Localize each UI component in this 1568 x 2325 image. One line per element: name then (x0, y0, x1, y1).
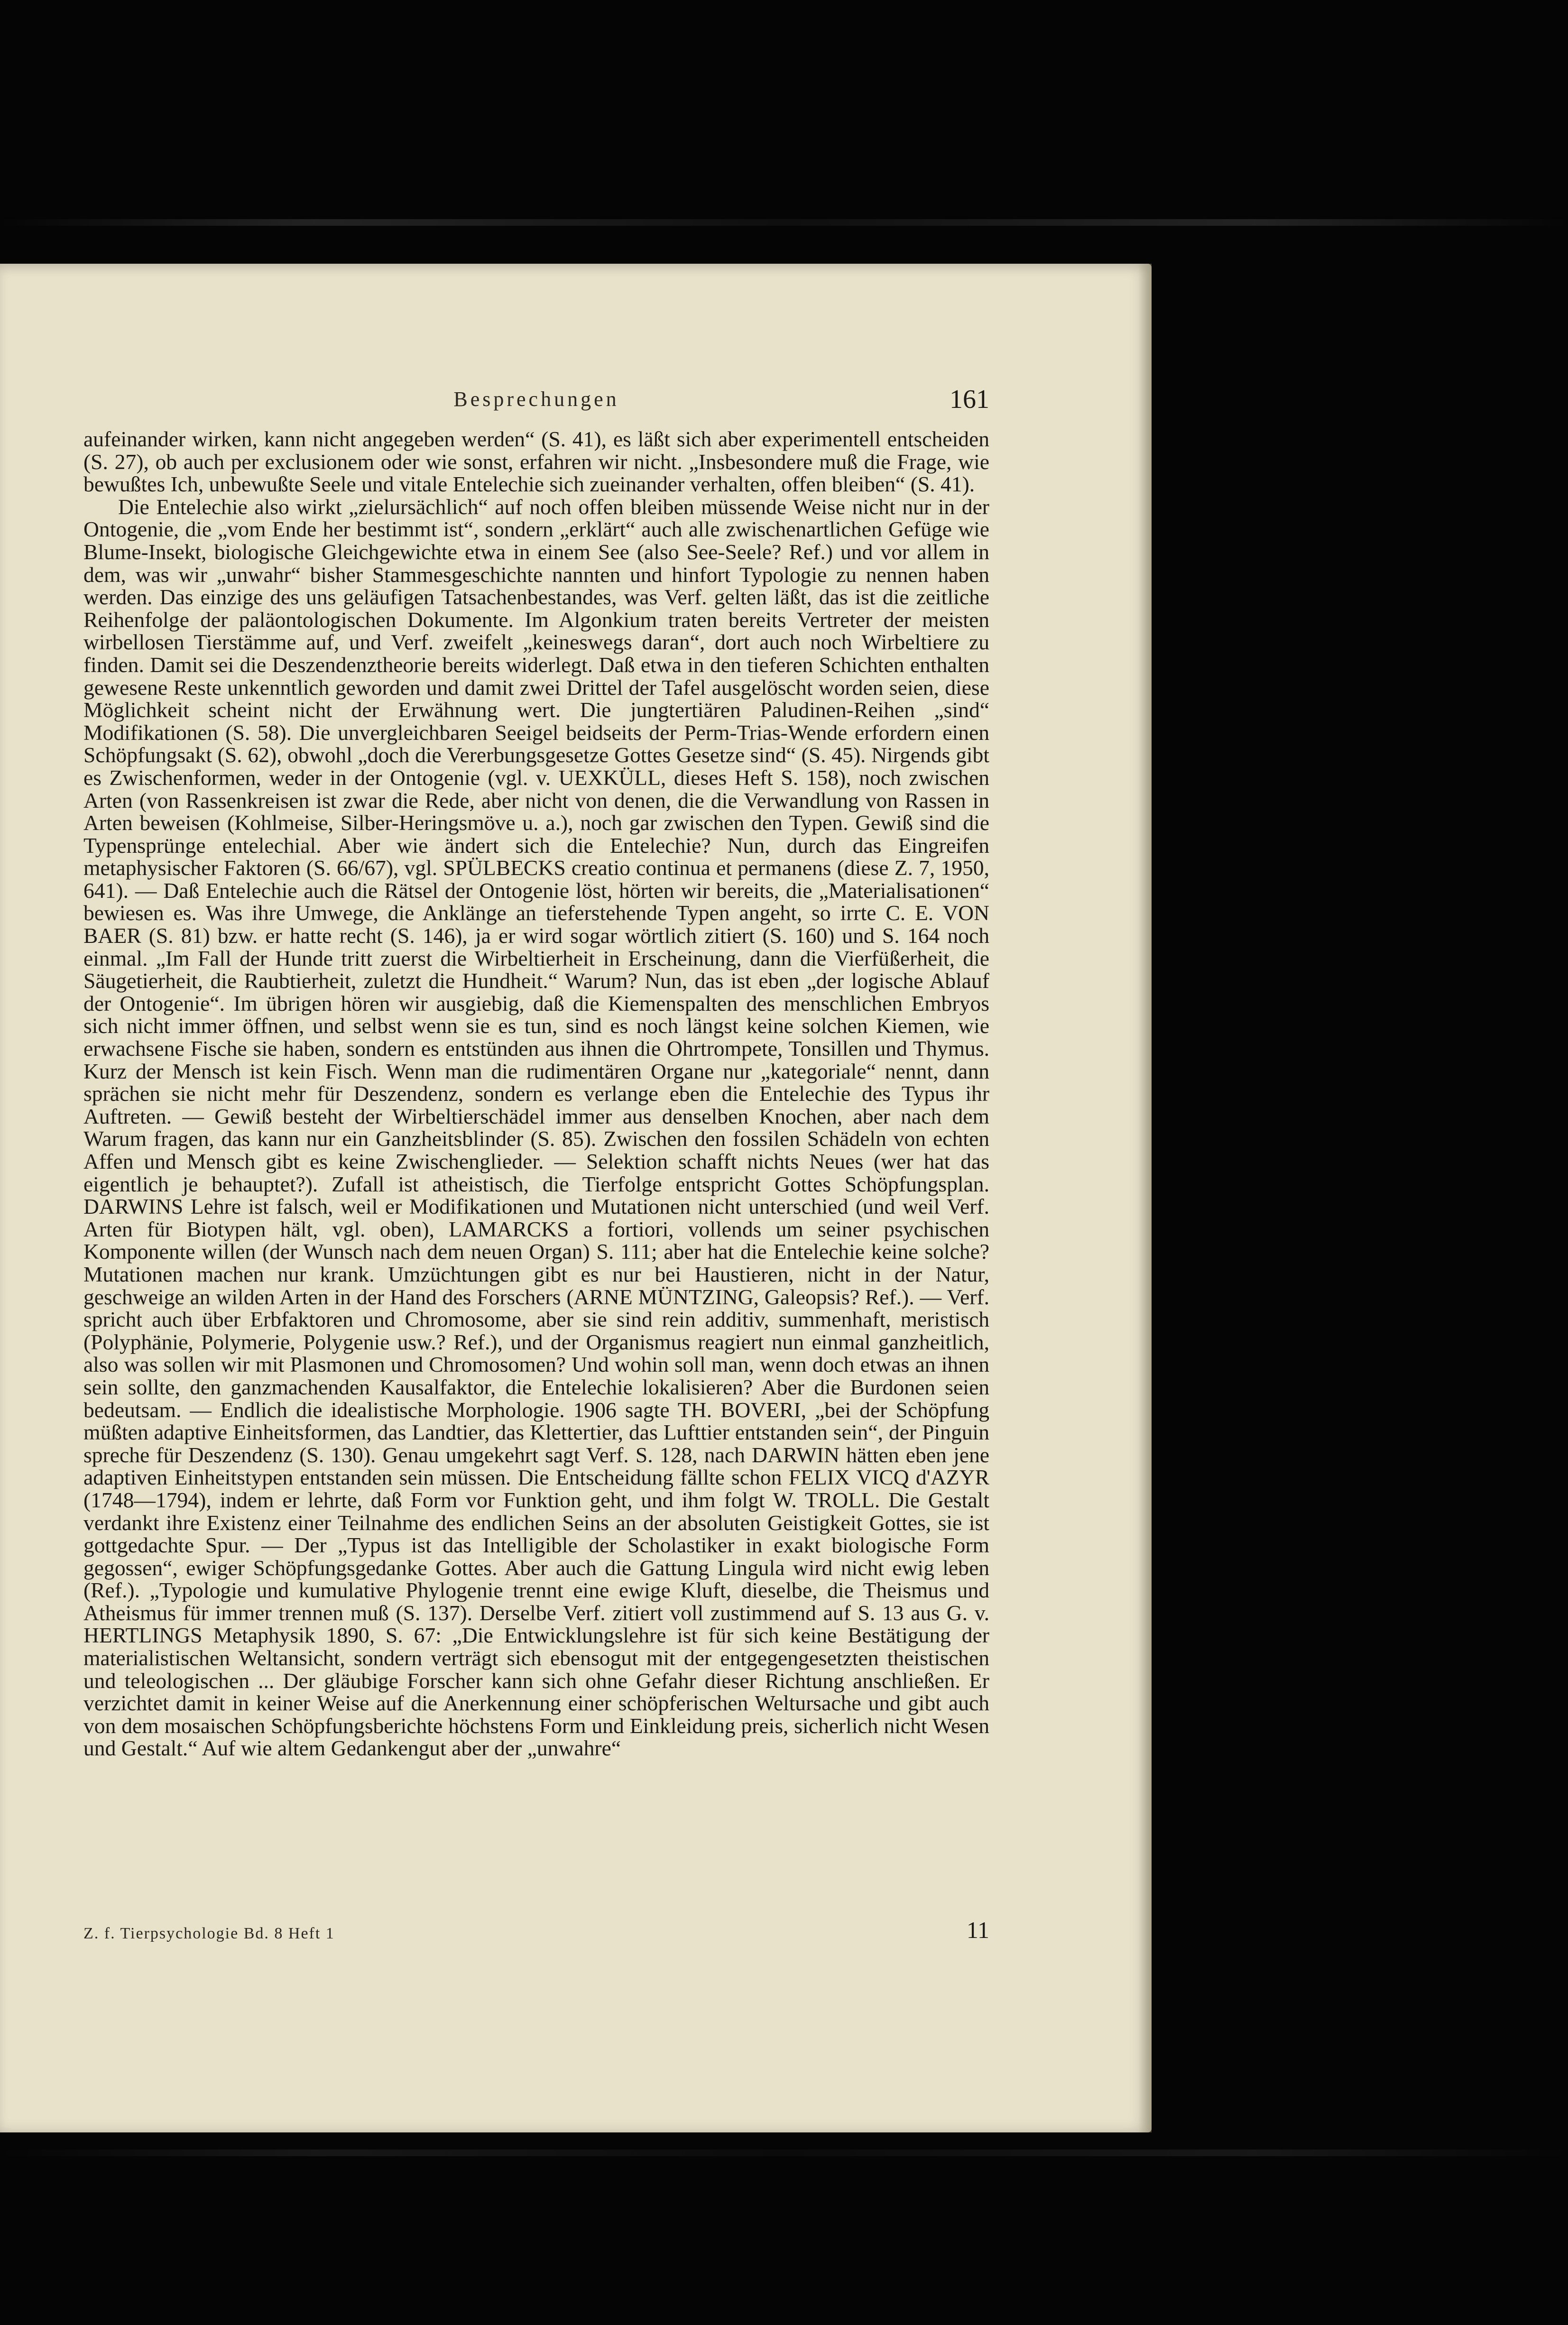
paragraph: Die Entelechie also wirkt „zielursächlich“ auf noch offen bleiben müssende Weise nicht nur in der Ontogenie, die „vom Ende her bestimmt ist“, sondern „erklärt“ auch alle zwischenartlichen Gefüge wie Blume-Insekt, biologische Gleichgewichte etwa in einem See (also See-Seele? Ref.) und vor allem in dem, was wir „unwahr“ bisher Stammesgeschichte nannten und hinfort Typologie zu nennen haben werden. Das einzige des uns geläufigen Tatsachenbestandes, was Verf. gelten läßt, das ist die zeitliche Reihenfolge der paläontologischen Dokumente. Im Algonkium traten bereits Vertreter der meisten wirbellosen Tierstämme auf, und Verf. zweifelt „keineswegs daran“, dort auch noch Wirbeltiere zu finden. Damit sei die Deszendenztheorie bereits widerlegt. Daß etwa in den tieferen Schichten enthalten gewesene Reste unkenntlich geworden und damit zwei Drittel der Tafel ausgelöscht worden seien, diese Möglichkeit scheint nicht der Erwähnung wert. Die jungtertiären Paludinen-Reihen „sind“ Modifikationen (S. 58). Die unvergleichbaren Seeigel beidseits der Perm-Trias-Wende erfordern einen Schöpfungsakt (S. 62), obwohl „doch die Vererbungsgesetze Gottes Gesetze sind“ (S. 45). Nirgends gibt es Zwischenformen, weder in der Ontogenie (vgl. v. UEXKÜLL, dieses Heft S. 158), noch zwischen Arten (von Rassenkreisen ist zwar die Rede, aber nicht von denen, die die Verwandlung von Rassen in Arten beweisen (Kohlmeise, Silber-Heringsmöve u. a.), noch gar zwischen den Typen. Gewiß sind die Typensprünge entelechial. Aber wie ändert sich die Entelechie? Nun, durch das Eingreifen metaphysischer Faktoren (S. 66/67), vgl. SPÜLBECKS creatio continua et permanens (diese Z. 7, 1950, 641). — Daß Entelechie auch die Rätsel der Ontogenie löst, hörten wir bereits, die „Materialisationen“ bewiesen es. Was ihre Umwege, die Anklänge an tieferstehende Typen angeht, so irrte C. E. VON BAER (S. 81) bzw. er hatte recht (S. 146), ja er wird sogar wörtlich zitiert (S. 160) und S. 164 noch einmal. „Im Fall der Hunde tritt zuerst die Wirbeltierheit in Erscheinung, dann die Vierfüßerheit, die Säugetierheit, die Raubtierheit, zuletzt die Hundheit.“ Warum? Nun, das ist eben „der logische Ablauf der Ontogenie“. Im übrigen hören wir ausgiebig, daß die Kiemenspalten des menschlichen Embryos sich nicht immer öffnen, und selbst wenn sie es tun, sind es noch längst keine solchen Kiemen, wie erwachsene Fische sie haben, sondern es entstünden aus ihnen die Ohrtrompete, Tonsillen und Thymus. Kurz der Mensch ist kein Fisch. Wenn man die rudimentären Organe nur „kategoriale“ nennt, dann sprächen sie nicht mehr für Deszendenz, sondern es verlange eben die Entelechie des Typus ihr Auftreten. — Gewiß besteht der Wirbeltierschädel immer aus denselben Knochen, aber nach dem Warum fragen, das kann nur ein Ganzheitsblinder (S. 85). Zwischen den fossilen Schädeln von echten Affen und Mensch gibt es keine Zwischenglieder. — Selektion schafft nichts Neues (wer hat das eigentlich je behauptet?). Zufall ist atheistisch, die Tierfolge entspricht Gottes Schöpfungsplan. DARWINS Lehre ist falsch, weil er Modifikationen und Mutationen nicht unterschied (und weil Verf. Arten für Biotypen hält, vgl. oben), LAMARCKS a fortiori, vollends um seiner psychischen Komponente willen (der Wunsch nach dem neuen Organ) S. 111; aber hat die Entelechie keine solche? Mutationen machen nur krank. Umzüchtungen gibt es nur bei Haustieren, nicht in der Natur, geschweige an wilden Arten in der Hand des Forschers (ARNE MÜNTZING, Galeopsis? Ref.). — Verf. spricht auch über Erbfaktoren und Chromosome, aber sie sind rein additiv, summenhaft, meristisch (Polyphänie, Polymerie, Polygenie usw.? Ref.), und der Organismus reagiert nun einmal ganzheitlich, also was sollen wir mit Plasmonen und Chromosomen? Und wohin soll man, wenn doch etwas an ihnen sein sollte, den ganzmachenden Kausalfaktor, die Entelechie lokalisieren? Aber die Burdonen seien bedeutsam. — Endlich die idealistische Morphologie. 1906 sagte TH. BOVERI, „bei der Schöpfung müßten adaptive Einheitsformen, das Landtier, das Klettertier, das Lufttier entstanden sein“, der Pinguin spreche für Deszendenz (S. 130). Genau umgekehrt sagt Verf. S. 128, nach DARWIN hätten eben jene adaptiven Einheitstypen entstanden sein müssen. Die Entscheidung fällte schon FELIX VICQ d'AZYR (1748—1794), indem er lehrte, daß Form vor Funktion geht, und ihm folgt W. TROLL. Die Gestalt verdankt ihre Existenz einer Teilnahme des endlichen Seins an der absoluten Geistigkeit Gottes, sie ist gottgedachte Spur. — Der „Typus ist das Intelligible der Scholastiker in exakt biologische Form gegossen“, ewiger Schöpfungsgedanke Gottes. Aber auch die Gattung Lingula wird nicht ewig leben (Ref.). „Typologie und kumulative Phylogenie trennt eine ewige Kluft, dieselbe, die Theismus und Atheismus für immer trennen muß (S. 137). Derselbe Verf. zitiert voll zustimmend auf S. 13 aus G. v. HERTLINGS Metaphysik 1890, S. 67: „Die Entwicklungslehre ist für sich keine Bestätigung der materialistischen Weltansicht, sondern verträgt sich ebensogut mit der entgegengesetzten theistischen und teleologischen ... Der gläubige Forscher kann sich ohne Gefahr dieser Richtung anschließen. Er verzichtet damit in keiner Weise auf die Anerkennung einer schöpferischen Weltursache und gibt auch von dem mosaischen Schöpfungsberichte höchstens Form und Einkleidung preis, sicherlich nicht Wesen und Gestalt.“ Auf wie altem Gedankengut aber der „unwahre“ (83, 494, 989, 1761)
signature-mark: 11 (966, 1917, 989, 1943)
page-header (83, 387, 989, 420)
scan-artifact (0, 219, 1568, 226)
page-number: 161 (950, 385, 989, 414)
paragraph: aufeinander wirken, kann nicht angegeben werden“ (S. 41), es läßt sich aber experimentell entscheiden (S. 27), ob auch per exclusionem oder wie sonst, erfahren wir nicht. „Insbesondere muß die Frage, wie bewußtes Ich, unbewußte Seele und vitale Entelechie sich zueinander verhalten, offen bleiben“ (S. 41). (83, 427, 989, 497)
running-head: Besprechungen (453, 388, 619, 411)
page-footer (83, 1916, 989, 1949)
page-edge (1138, 264, 1152, 2132)
body-text (83, 428, 989, 1760)
journal-reference: Z. f. Tierpsychologie Bd. 8 Heft 1 (83, 1925, 335, 1942)
scan-artifact (0, 2150, 1568, 2156)
